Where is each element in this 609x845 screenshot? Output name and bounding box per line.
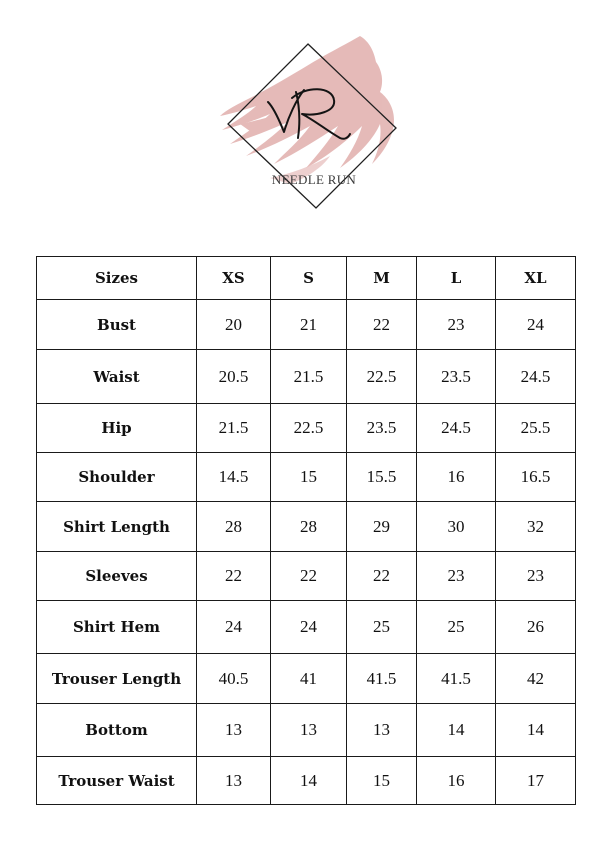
row-label: Trouser Length — [37, 654, 197, 704]
table-row — [37, 350, 576, 404]
table-cell: 25.5 — [496, 404, 576, 453]
row-label: Shirt Hem — [37, 601, 197, 654]
row-label: Bust — [37, 300, 197, 350]
table-cell: 29 — [347, 502, 417, 552]
table-cell: 22 — [347, 552, 417, 601]
table-cell: 20 — [197, 300, 271, 350]
row-label: Bottom — [37, 704, 197, 757]
table-cell: 14 — [271, 757, 347, 805]
table-cell: 21.5 — [197, 404, 271, 453]
table-cell: 16.5 — [496, 453, 576, 502]
table-cell: 22.5 — [271, 404, 347, 453]
table-cell: 23.5 — [417, 350, 496, 404]
table-row — [37, 552, 576, 601]
table-cell: 21 — [271, 300, 347, 350]
table-header-row — [37, 257, 576, 300]
table-row — [37, 502, 576, 552]
table-cell: 24 — [496, 300, 576, 350]
table-cell: 15 — [271, 453, 347, 502]
row-label: Waist — [37, 350, 197, 404]
logo-brush-stroke — [220, 36, 394, 184]
table-cell: 23.5 — [347, 404, 417, 453]
table-cell: 13 — [197, 757, 271, 805]
size-chart-table — [36, 256, 576, 805]
table-row — [37, 404, 576, 453]
table-cell: 22.5 — [347, 350, 417, 404]
table-cell: 22 — [197, 552, 271, 601]
table-cell: 22 — [271, 552, 347, 601]
table-cell: 15.5 — [347, 453, 417, 502]
table-cell: 28 — [197, 502, 271, 552]
header-sizes: Sizes — [37, 257, 197, 300]
table-cell: 25 — [417, 601, 496, 654]
logo-graphic — [210, 28, 410, 218]
header-size-xs: XS — [197, 257, 271, 300]
table-cell: 16 — [417, 453, 496, 502]
table-cell: 30 — [417, 502, 496, 552]
table-cell: 23 — [496, 552, 576, 601]
table-row — [37, 704, 576, 757]
table-row — [37, 300, 576, 350]
table-cell: 16 — [417, 757, 496, 805]
table-cell: 22 — [347, 300, 417, 350]
table-cell: 28 — [271, 502, 347, 552]
table-cell: 23 — [417, 300, 496, 350]
table-cell: 15 — [347, 757, 417, 805]
table-cell: 24.5 — [496, 350, 576, 404]
table-cell: 14 — [496, 704, 576, 757]
table-row — [37, 654, 576, 704]
table-cell: 41 — [271, 654, 347, 704]
table-cell: 17 — [496, 757, 576, 805]
table-cell: 24.5 — [417, 404, 496, 453]
table-cell: 40.5 — [197, 654, 271, 704]
table-cell: 42 — [496, 654, 576, 704]
table-cell: 32 — [496, 502, 576, 552]
brand-logo — [210, 28, 410, 218]
row-label: Sleeves — [37, 552, 197, 601]
table-cell: 20.5 — [197, 350, 271, 404]
table-row — [37, 601, 576, 654]
brand-name: NEEDLE RUN — [271, 172, 357, 187]
table-cell: 26 — [496, 601, 576, 654]
table-cell: 23 — [417, 552, 496, 601]
table-cell: 41.5 — [417, 654, 496, 704]
header-size-xl: XL — [496, 257, 576, 300]
table-cell: 13 — [347, 704, 417, 757]
table-cell: 13 — [271, 704, 347, 757]
table-cell: 41.5 — [347, 654, 417, 704]
row-label: Shoulder — [37, 453, 197, 502]
header-size-m: M — [347, 257, 417, 300]
row-label: Hip — [37, 404, 197, 453]
table-cell: 14 — [417, 704, 496, 757]
header-size-s: S — [271, 257, 347, 300]
row-label: Shirt Length — [37, 502, 197, 552]
table-cell: 25 — [347, 601, 417, 654]
row-label: Trouser Waist — [37, 757, 197, 805]
table-cell: 24 — [271, 601, 347, 654]
table-row — [37, 453, 576, 502]
table-cell: 13 — [197, 704, 271, 757]
table-cell: 14.5 — [197, 453, 271, 502]
table-cell: 24 — [197, 601, 271, 654]
header-size-l: L — [417, 257, 496, 300]
table-row — [37, 757, 576, 805]
table-cell: 21.5 — [271, 350, 347, 404]
